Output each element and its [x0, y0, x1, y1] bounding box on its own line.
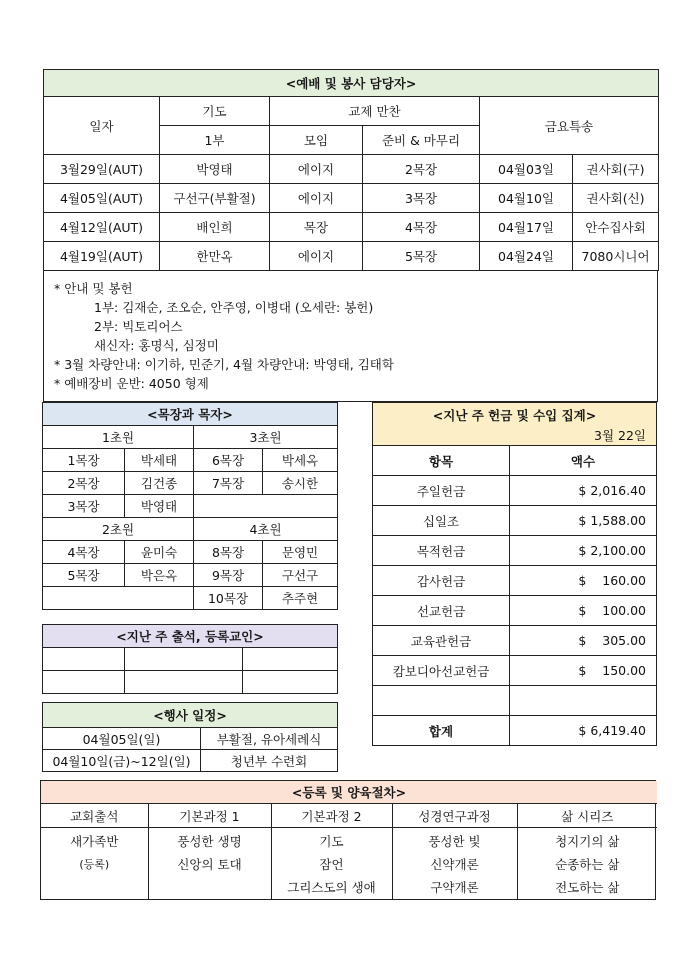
event-name: 부활절, 유아세례식: [201, 728, 338, 750]
table-row: [43, 728, 338, 750]
offering-item: 감사헌금: [373, 566, 510, 596]
course-item: (등록): [79, 858, 110, 871]
course-item: 잠언: [319, 857, 344, 872]
attendance-table: [42, 624, 338, 694]
attendance-title: <지난 주 출석, 등록교인>: [43, 625, 338, 648]
table-row: [373, 686, 657, 716]
table-row: [44, 155, 659, 184]
offering-item: 십일조: [373, 506, 510, 536]
row-friday-team: 권사회(신): [573, 184, 659, 213]
cell: 1목장: [43, 449, 125, 472]
cell: 4목장: [43, 541, 125, 564]
col-item-header: 항목: [373, 446, 510, 476]
cell: 추주현: [263, 587, 338, 610]
table-row: [44, 242, 659, 271]
cell: [510, 686, 657, 716]
cell: 8목장: [194, 541, 263, 564]
column-header: 기본과정 1: [148, 804, 271, 828]
table-row: [43, 449, 338, 472]
note-line: 1부: 김재순, 조오순, 안주영, 이병대 (오세란: 봉헌): [94, 300, 374, 315]
row-prayer: 구선구(부활절): [160, 184, 270, 213]
table-row: [373, 626, 657, 656]
cell: 구선구: [263, 564, 338, 587]
row-prayer: 박영태: [160, 155, 270, 184]
course-item: 새가족반: [70, 834, 119, 849]
group-label: 4초원: [194, 518, 338, 541]
table-row: [373, 536, 657, 566]
row-friday-team: 권사회(구): [573, 155, 659, 184]
cell: [243, 671, 338, 694]
offering-amount: [510, 536, 657, 566]
cell: [43, 587, 194, 610]
table-row: [43, 587, 338, 610]
cell: 박영태: [125, 495, 194, 518]
amount-value: 305.00: [602, 633, 646, 648]
cell: 9목장: [194, 564, 263, 587]
group-label: 3초원: [194, 426, 338, 449]
row-friday-date: 04월24일: [480, 242, 573, 271]
currency-symbol: $: [578, 723, 587, 738]
cell: 5목장: [43, 564, 125, 587]
row-date: 4월12일(AUT): [44, 213, 160, 242]
column-header: 기본과정 2: [271, 804, 392, 828]
cell: 10목장: [194, 587, 263, 610]
cell: 6목장: [194, 449, 263, 472]
table-row: [373, 476, 657, 506]
row-friday-date: 04월17일: [480, 213, 573, 242]
row-prep: 4목장: [363, 213, 480, 242]
table-row: [44, 184, 659, 213]
cell: 2목장: [43, 472, 125, 495]
row-date: 4월19일(AUT): [44, 242, 160, 271]
cell: [194, 495, 338, 518]
row-friday-date: 04월03일: [480, 155, 573, 184]
row-meeting: 에이지: [270, 184, 363, 213]
course-column: [41, 828, 148, 900]
header-fellowship: 교제 만찬: [270, 97, 480, 126]
amount-value: 2,100.00: [590, 543, 646, 558]
row-friday-team: 7080시니어: [573, 242, 659, 271]
events-section: [42, 702, 337, 772]
row-friday-date: 04월10일: [480, 184, 573, 213]
worship-title: <예배 및 봉사 담당자>: [44, 70, 659, 97]
table-row: [373, 506, 657, 536]
row-prep: 5목장: [363, 242, 480, 271]
cell: [373, 686, 510, 716]
course-item: 전도하는 삶: [555, 880, 620, 895]
pastors-title: <목장과 목자>: [43, 403, 338, 426]
currency-symbol: $: [578, 483, 587, 498]
cell: [243, 648, 338, 671]
event-date: 04월10일(금)~12일(일): [43, 750, 201, 772]
offering-item: 선교헌금: [373, 596, 510, 626]
note-line: 2부: 빅토리어스: [94, 319, 183, 334]
worship-section: [43, 69, 658, 402]
table-row: [43, 671, 338, 694]
header-date: 일자: [44, 97, 160, 155]
currency-symbol: $: [578, 573, 587, 588]
offering-item: 캄보디아선교헌금: [373, 656, 510, 686]
column-header: 교회출석: [41, 804, 148, 828]
offering-amount: [510, 626, 657, 656]
row-prayer: 한만옥: [160, 242, 270, 271]
course-item: 구약개론: [430, 880, 479, 895]
course-item: 신앙의 토대: [177, 857, 242, 872]
offering-table: [372, 402, 657, 746]
header-prayer-sub: 1부: [160, 126, 270, 155]
row-prep: 3목장: [363, 184, 480, 213]
group-label: 2초원: [43, 518, 194, 541]
worship-table: [43, 69, 659, 271]
events-title: <행사 일정>: [43, 703, 338, 728]
note-line: 새신자: 홍명식, 심정미: [94, 338, 219, 353]
course-item: 순종하는 삶: [555, 857, 620, 872]
cell: 7목장: [194, 472, 263, 495]
total-row: [373, 716, 657, 746]
cell: [125, 648, 243, 671]
table-row: [44, 213, 659, 242]
offering-title: <지난 주 헌금 및 수입 집계>: [373, 403, 657, 426]
offering-amount: [510, 566, 657, 596]
course-column: [271, 828, 392, 900]
row-friday-team: 안수집사회: [573, 213, 659, 242]
note-line: * 예배장비 운반: 4050 형제: [54, 376, 209, 391]
note-line: * 안내 및 봉헌: [54, 281, 133, 296]
table-row: [43, 564, 338, 587]
course-column: [517, 828, 657, 900]
amount-value: 1,588.00: [590, 513, 646, 528]
header-prayer: 기도: [160, 97, 270, 126]
total-value: 6,419.40: [590, 723, 646, 738]
amount-value: 2,016.40: [590, 483, 646, 498]
registration-table: [41, 781, 657, 899]
event-name: 청년부 수련회: [201, 750, 338, 772]
table-row: [43, 750, 338, 772]
course-item: 풍성한 빛: [428, 834, 481, 849]
header-prep: 준비 & 마무리: [363, 126, 480, 155]
cell: [125, 671, 243, 694]
row-date: 4월05일(AUT): [44, 184, 160, 213]
row-meeting: 목장: [270, 213, 363, 242]
group-label: 1초원: [43, 426, 194, 449]
currency-symbol: $: [578, 663, 587, 678]
amount-value: 150.00: [602, 663, 646, 678]
registration-section: [40, 780, 656, 900]
header-meeting: 모임: [270, 126, 363, 155]
row-prep: 2목장: [363, 155, 480, 184]
table-row: [373, 656, 657, 686]
currency-symbol: $: [578, 603, 587, 618]
cell: [43, 671, 125, 694]
header-friday: 금요특송: [480, 97, 659, 155]
table-row: [373, 566, 657, 596]
offering-date: 3월 22일: [373, 425, 657, 446]
table-row: [43, 648, 338, 671]
currency-symbol: $: [578, 633, 587, 648]
pastors-table: [42, 402, 338, 610]
offering-section: [372, 402, 656, 746]
table-row: [373, 596, 657, 626]
currency-symbol: $: [578, 513, 587, 528]
cell: 문영민: [263, 541, 338, 564]
pastors-section: [42, 402, 337, 610]
amount-value: 100.00: [602, 603, 646, 618]
offering-item: 목적헌금: [373, 536, 510, 566]
cell: 박세옥: [263, 449, 338, 472]
course-item: 그리스도의 생애: [287, 880, 376, 895]
cell: 3목장: [43, 495, 125, 518]
events-table: [42, 702, 338, 772]
table-row: [43, 541, 338, 564]
note-line: * 3월 차량안내: 이기하, 민준기, 4월 차량안내: 박영태, 김태학: [54, 357, 394, 372]
row-prayer: 배인희: [160, 213, 270, 242]
offering-item: 교육관헌금: [373, 626, 510, 656]
course-item: 기도: [319, 834, 344, 849]
total-label: 합계: [373, 716, 510, 746]
registration-title: <등록 및 양육절차>: [41, 781, 657, 804]
row-meeting: 에이지: [270, 242, 363, 271]
table-row: [43, 472, 338, 495]
table-row: [43, 495, 338, 518]
offering-amount: [510, 476, 657, 506]
row-meeting: 에이지: [270, 155, 363, 184]
event-date: 04월05일(일): [43, 728, 201, 750]
cell: 박은옥: [125, 564, 194, 587]
offering-amount: [510, 596, 657, 626]
offering-item: 주일헌금: [373, 476, 510, 506]
attendance-section: [42, 624, 337, 694]
total-amount: [510, 716, 657, 746]
column-header: 성경연구과정: [392, 804, 517, 828]
col-amount-header: 액수: [510, 446, 657, 476]
cell: 송시한: [263, 472, 338, 495]
course-column: [392, 828, 517, 900]
course-item: 풍성한 생명: [177, 834, 242, 849]
cell: 김건종: [125, 472, 194, 495]
offering-amount: [510, 506, 657, 536]
cell: 박세태: [125, 449, 194, 472]
course-item: 신약개론: [430, 857, 479, 872]
offering-amount: [510, 656, 657, 686]
course-item: 청지기의 삶: [555, 834, 620, 849]
row-date: 3월29일(AUT): [44, 155, 160, 184]
worship-notes: [43, 271, 658, 402]
course-column: [148, 828, 271, 900]
currency-symbol: $: [578, 543, 587, 558]
amount-value: 160.00: [602, 573, 646, 588]
cell: 윤미숙: [125, 541, 194, 564]
cell: [43, 648, 125, 671]
column-header: 삶 시리즈: [517, 804, 657, 828]
